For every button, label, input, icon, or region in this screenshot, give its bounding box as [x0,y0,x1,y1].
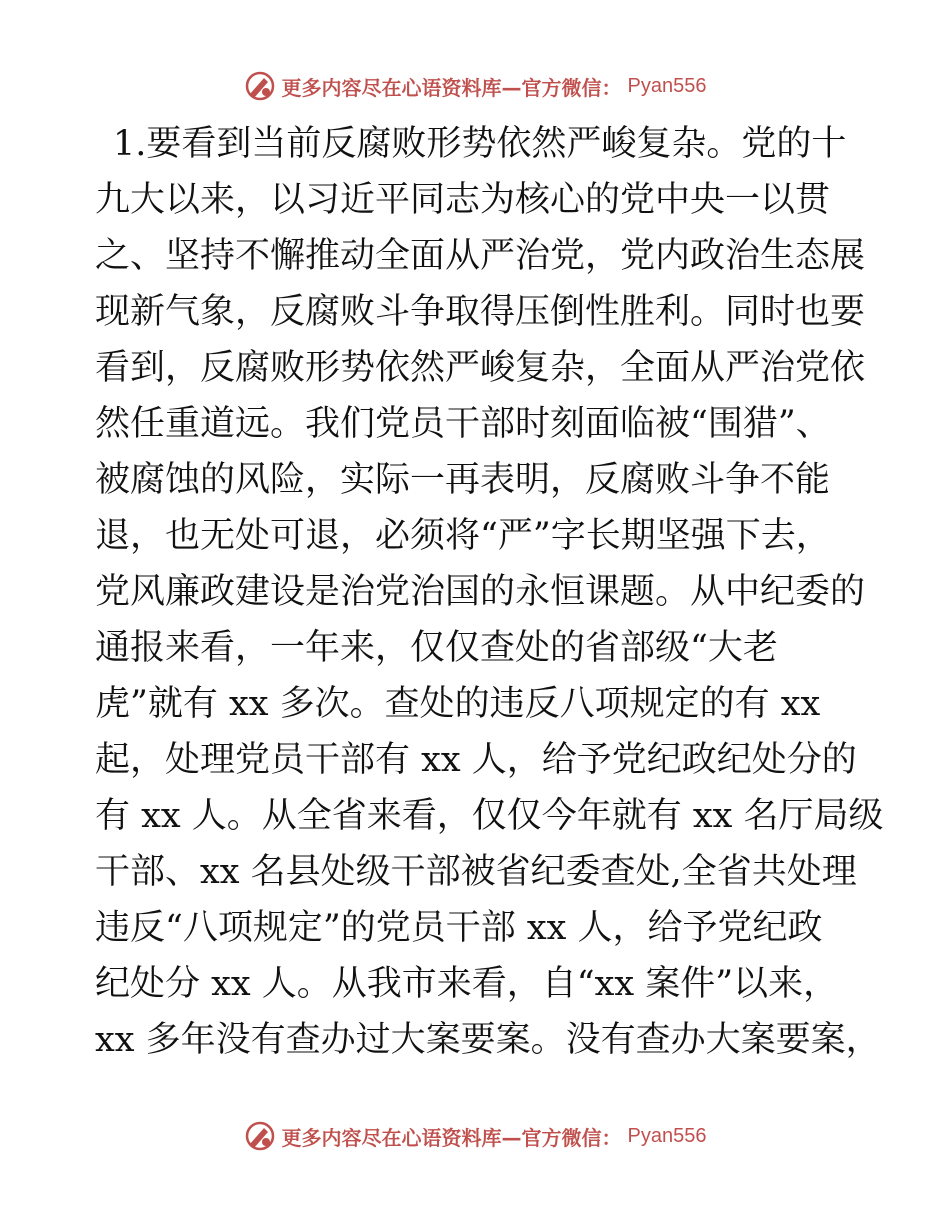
header-wechat-id: Pyan556 [627,74,707,97]
body-line: 虎”就有 xx 多次。查处的违反八项规定的有 xx [95,684,821,724]
body-line: 党风廉政建设是治党治国的永恒课题。从中纪委的 [95,572,866,612]
body-line: 1.要看到当前反腐败形势依然严峻复杂。党的十 [113,124,847,164]
footer-wechat-id: Pyan556 [627,1124,707,1147]
body-line: xx 多年没有查办过大案要案。没有查办大案要案， [95,1020,881,1060]
header-banner [0,70,950,102]
pen-logo-icon [244,70,276,102]
body-line: 然任重道远。我们党员干部时刻面临被“围猎”、 [95,404,831,444]
body-line: 九大以来，以习近平同志为核心的党中央一以贯 [95,180,831,220]
body-line: 通报来看，一年来，仅仅查处的省部级“大老 [95,628,778,668]
body-line: 纪处分 xx 人。从我市来看，自“xx 案件”以来， [95,964,839,1004]
pen-logo-icon [244,1120,276,1152]
footer-banner [0,1120,950,1152]
body-line: 现新气象，反腐败斗争取得压倒性胜利。同时也要 [95,292,866,332]
body-line: 之、坚持不懈推动全面从严治党，党内政治生态展 [95,236,866,276]
header-banner-text: 更多内容尽在心语资料库—官方微信： [281,75,622,100]
footer-banner-text: 更多内容尽在心语资料库—官方微信： [281,1125,622,1150]
body-line: 起，处理党员干部有 xx 人，给予党纪政纪处分的 [95,740,857,780]
body-line: 被腐蚀的风险，实际一再表明，反腐败斗争不能 [95,460,831,500]
body-line: 有 xx 人。从全省来看，仅仅今年就有 xx 名厅局级 [95,796,884,836]
body-line: 违反“八项规定”的党员干部 xx 人，给予党纪政 [95,908,823,948]
body-line: 看到，反腐败形势依然严峻复杂，全面从严治党依 [95,348,866,388]
body-line: 干部、xx 名县处级干部被省纪委查处,全省共处理 [95,852,857,892]
body-line: 退，也无处可退，必须将“严”字长期坚强下去， [95,516,831,556]
